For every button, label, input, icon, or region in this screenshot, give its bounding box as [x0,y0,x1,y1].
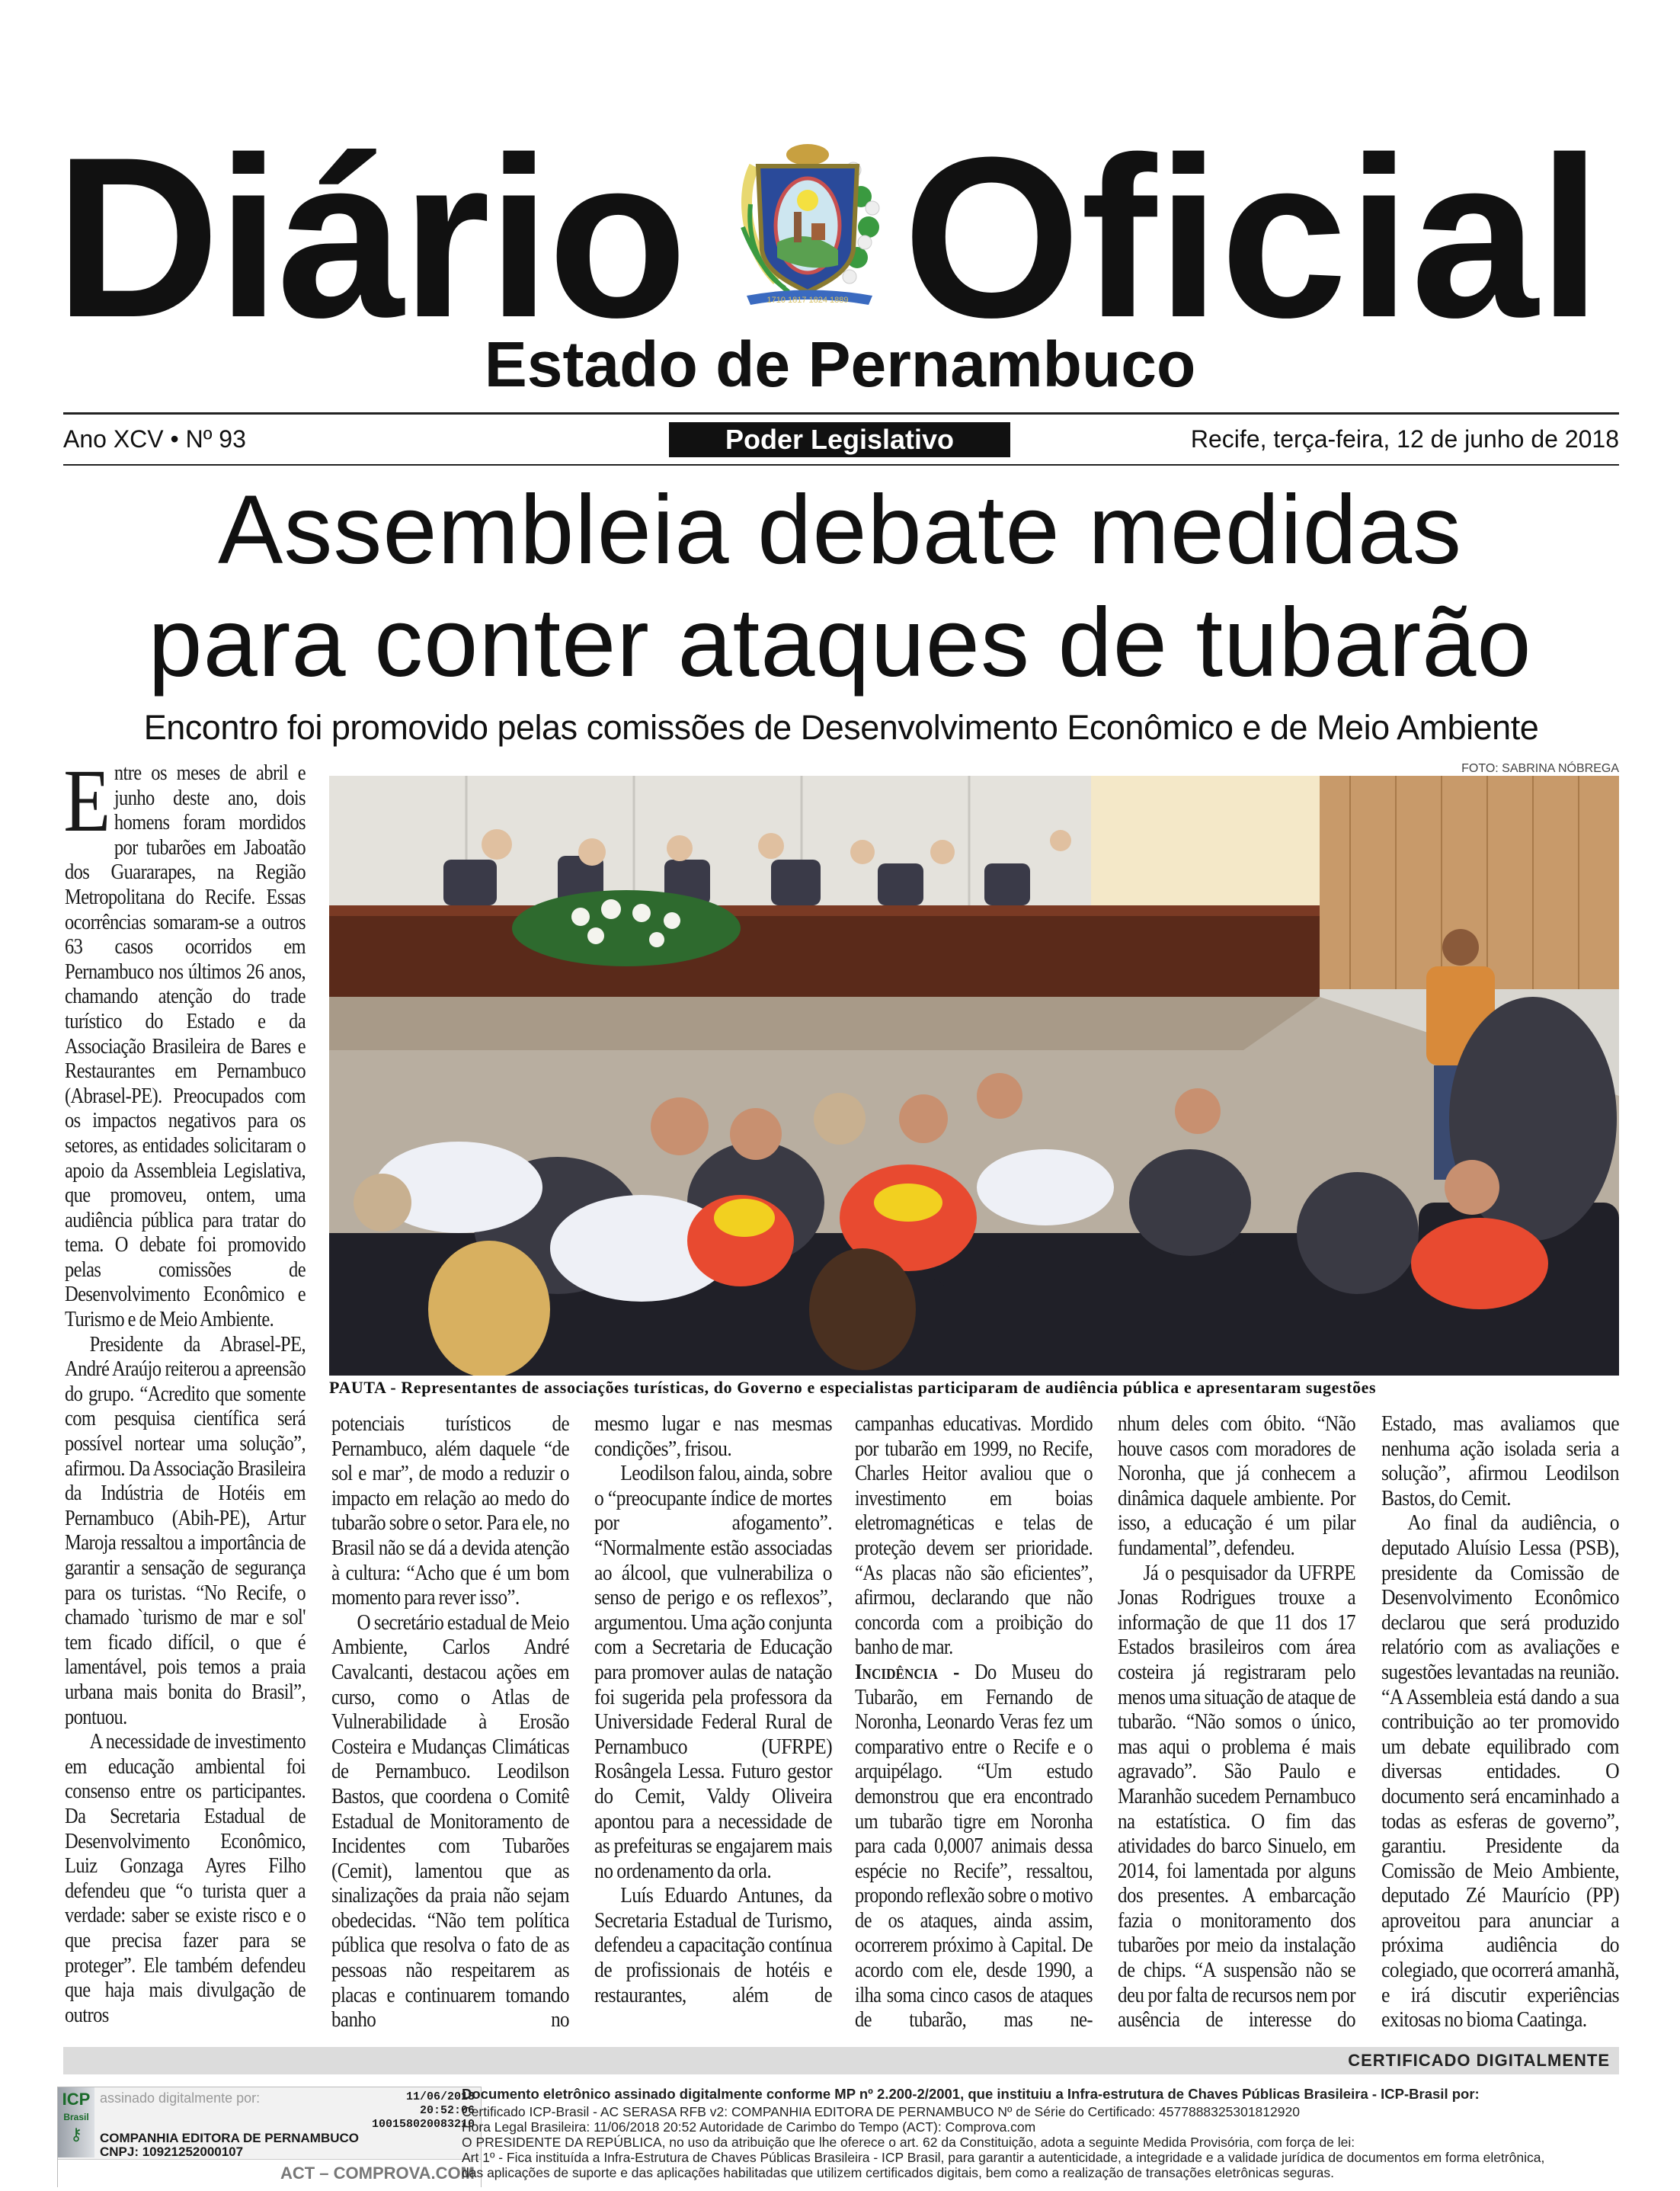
certificate-line: Art 1º - Fica instituída a Infra-Estrutura de Chaves Públicas Brasileira - ICP Brasil, para garantir a autenticidade, a integridade e a validade jurídica de documentos em forma eletrônica, [462,2150,1545,2165]
paragraph: Ao final da audiência, o deputado Aluísio Lessa (PSB), presidente da Comissão de Desenvolvimento Econômico declarou que será produzido relatório com as avaliações e sugestões levantadas na reunião. “A Assembleia está dando a sua contribuição ao ter promovido um debate equilibrado com diversas entidades. O documento será encaminhado a todas as esferas de governo”, garantiu. Presidente da Comissão de Meio Ambiente, deputado Zé Maurício (PP) aproveitou para anunciar a próxima audiência do colegiado, que ocorrerá amanhã, e irá discutir experiências exitosas no bioma Caatinga. [1381,1511,1619,2032]
paragraph: ntre os meses de abril e junho deste ano, dois homens foram mordidos por tubarões em Jaboatão dos Guararapes, na Região Metropolitana do Recife. Essas ocorrências somaram-se a outros 63 casos ocorridos em Pernambuco nos últimos 26 anos, chamando atenção do trade turístico do Estado e da Associação Brasileira de Bares e Restaurantes em Pernambuco (Abrasel-PE). Preocupados com os impactos negativos para os setores, as entidades solicitaram o apoio da Assembleia Legislativa, que promoveu, ontem, uma audiência pública para tratar do tema. O debate foi promovido pelas comissões de Desenvolvimento Econômico e Turismo e de Meio Ambiente. [65,761,306,1332]
certificate-text [462,2087,1635,2180]
certificate-line: Hora Legal Brasileira: 11/06/2018 20:52 Autoridade de Carimbo do Tempo (ACT): Comprova.com [462,2119,1036,2135]
section-label: Poder Legislativo [669,422,1010,457]
paragraph: mesmo lugar e nas mesmas condições”, frisou. [594,1412,832,1461]
act-label: ACT – COMPROVA.COM [280,2164,475,2183]
paragraph: O secretário estadual de Meio Ambiente, Carlos André Cavalcanti, destacou ações em curso, como o Atlas de Vulnerabilidade à Erosão Costeira e Mudanças Climáticas de Pernambuco. Leodilson Bastos, que coordena o Comitê Estadual de Monitoramento de Incidentes com Tubarões (Cemit), lamentou que as sinalizações da praia não sejam obedecidas. “Não tem política pública que resolva o fato de as pessoas não respeitarem as placas e continuarem tomando banho no [331,1610,569,2032]
headline-line-2: para conter ataques de tubarão [148,588,1532,697]
paragraph: potenciais turísticos de Pernambuco, além daquele “de sol e mar”, de modo a reduzir o impacto em relação ao medo do tubarão sobre o setor. Para ele, no Brasil não se dá a devida atenção à cultura: “Acho que é um bom momento para rever isso”. [331,1412,569,1610]
masthead-title-left: Diário [55,109,685,365]
photo-credit: FOTO: SABRINA NÓBREGA [1461,762,1619,775]
paragraph: Leodilson falou, ainda, sobre o “preocupante índice de mortes por afogamento”. “Normalmente estão associadas ao álcool, que vulnerabiliza o senso de perigo e os reflexos”, argumentou. Uma ação conjunta com a Secretaria de Educação para promover aulas de natação foi sugerida pela professora da Universidade Federal Rural de Pernambuco (UFRPE) Rosângela Lessa. Futuro gestor do Cemit, Valdy Oliveira apontou para a necessidade de as prefeituras se engajarem mais no ordenamento da orla. [594,1462,832,1883]
paragraph: A necessidade de investimento em educação ambiental foi consenso entre os participantes. Da Secretaria Estadual de Desenvolvimento Econômico, Luiz Gonzaga Ayres Filho defendeu que “o turista quer a verdade: saber se existe risco e o que precisa fazer para se proteger”. Ele também defendeu que haja mais divulgação de outros [65,1730,306,2027]
subheadline: Encontro foi promovido pelas comissões de Desenvolvimento Econômico e de Meio Ambiente [143,708,1539,747]
paragraph: Estado, mas avaliamos que nenhuma ação isolada seria a solução”, afirmou Leodilson Bastos, do Cemit. [1381,1412,1619,1510]
paragraph: campanhas educativas. Mordido por tubarão em 1999, no Recife, Charles Heitor avaliou que o investimento em boias eletromagnéticas e telas de proteção devem ser prioridade. “As placas não são eficientes”, afirmou, declarando que não concorda com a proibição do banho de mar. [855,1412,1093,1660]
article-column-1 [63,751,306,2028]
divider [63,464,1619,466]
certificate-line: O PRESIDENTE DA REPÚBLICA, no uso da atribuição que lhe oferece o art. 62 da Constituição, adota a seguinte Medida Provisória, com força de lei: [462,2135,1355,2150]
paragraph: Já o pesquisador da UFRPE Jonas Rodrigues trouxe a informação de que 11 dos 17 Estados brasileiros com área costeira já registraram pelo menos uma situação de ataque de tubarão. “Não somos o único, mas aqui o problema é mais agravado”. São Paulo e Maranhão sucedem Pernambuco na estatística. O fim das atividades do barco Sinuelo, em 2014, foi lamentada por alguns dos presentes. A embarcação fazia o monitoramento dos tubarões por meio da instalação de chips. “A suspensão não se deu por falta de recursos nem por ausência de interesse do [1118,1561,1355,2032]
certificate-bar: CERTIFICADO DIGITALMENTE [63,2047,1619,2074]
drop-cap: E [63,751,110,850]
certificate-line: das aplicações de suporte e das aplicações habilitadas que utilizem certificados digitais, bem como a realização de transações eletrônicas seguras. [462,2165,1334,2180]
coat-of-arms-logo [724,136,891,311]
edition-number: Ano XCV • Nº 93 [63,425,246,453]
article-column-5 [1118,1412,1355,2033]
section-subhead: Incidência - [855,1660,960,1684]
paragraph: nhum deles com óbito. “Não houve casos com moradores de Noronha, que já conhecem a dinâmica daquele ambiente. Por isso, a educação é um pilar fundamental”, defendeu. [1118,1412,1355,1560]
article-photo [329,776,1619,1376]
paragraph: Presidente da Abrasel-PE, André Araújo reiterou a apreensão do grupo. “Acredito que somente com pesquisa científica será possível nortear uma solução”, afirmou. Da Associação Brasileira da Indústria de Hotéis em Pernambuco (Abih-PE), Artur Maroja ressaltou a importância de garantir a sensação de segurança para os turistas. “No Recife, o chamado `turismo de mar e sol' tem ficado difícil, o que é lamentável, pois temos a praia urbana mais bonita do Brasil”, pontuou. [65,1332,306,1729]
digital-signature-stamp [57,2087,482,2187]
certificate-line: Documento eletrônico assinado digitalmente conforme MP nº 2.200-2/2001, que instituiu a Infra-estrutura de Chaves Públicas Brasileira - ICP-Brasil por: [462,2086,1480,2102]
certificate-line: Certificado ICP-Brasil - AC SERASA RFB v2: COMPANHIA EDITORA DE PERNAMBUCO Nº de Série do Certificado: 4577888325301812920 [462,2104,1300,2119]
article-column-2 [331,1412,569,2033]
article-column-6 [1381,1412,1619,2033]
article-column-4 [855,1412,1093,2033]
signature-time: 20:52:06 [419,2104,475,2117]
photo-caption: PAUTA - Representantes de associações turísticas, do Governo e especialistas participaram de audiência pública e apresentaram sugestões [329,1378,1377,1397]
divider [63,412,1619,415]
company-name: COMPANHIA EDITORA DE PERNAMBUCO [100,2131,360,2145]
paragraph: Luís Eduardo Antunes, da Secretaria Estadual de Turismo, defendeu a capacitação contínua de profissionais de hotéis e restaurantes, além de [594,1884,832,2007]
signature-serial: 100158020083210 [371,2118,475,2131]
icp-brasil-logo: ICP Brasil ⚷ [58,2087,94,2157]
signature-date: 11/06/2018 [405,2090,475,2103]
key-icon: ⚷ [69,2125,83,2144]
masthead-title-right: Oficial [903,109,1602,365]
headline-line-1: Assembleia debate medidas [217,476,1463,585]
dateline: Recife, terça-feira, 12 de junho de 2018 [1190,425,1619,453]
signed-by-label: assinado digitalmente por: [100,2090,261,2106]
masthead-subtitle: Estado de Pernambuco [484,328,1196,400]
article-column-3 [594,1412,832,2008]
company-cnpj: CNPJ: 10921252000107 [100,2145,244,2159]
coat-of-arms-years: 1710 1817 1824 1889 [766,296,849,305]
paragraph: Do Museu do Tubarão, em Fernando de Noronha, Leonardo Veras fez um comparativo entre o Recife e o arquipélago. “Um estudo demonstrou que era encontrado um tubarão tigre em Noronha para cada 0,0007 animais dessa espécie no Recife”, ressaltou, propondo reflexão sobre o motivo de os ataques, ainda assim, ocorrerem próximo à Capital. De acordo com ele, desde 1990, a ilha soma cinco casos de ataques de tubarão, mas ne- [855,1660,1093,2032]
